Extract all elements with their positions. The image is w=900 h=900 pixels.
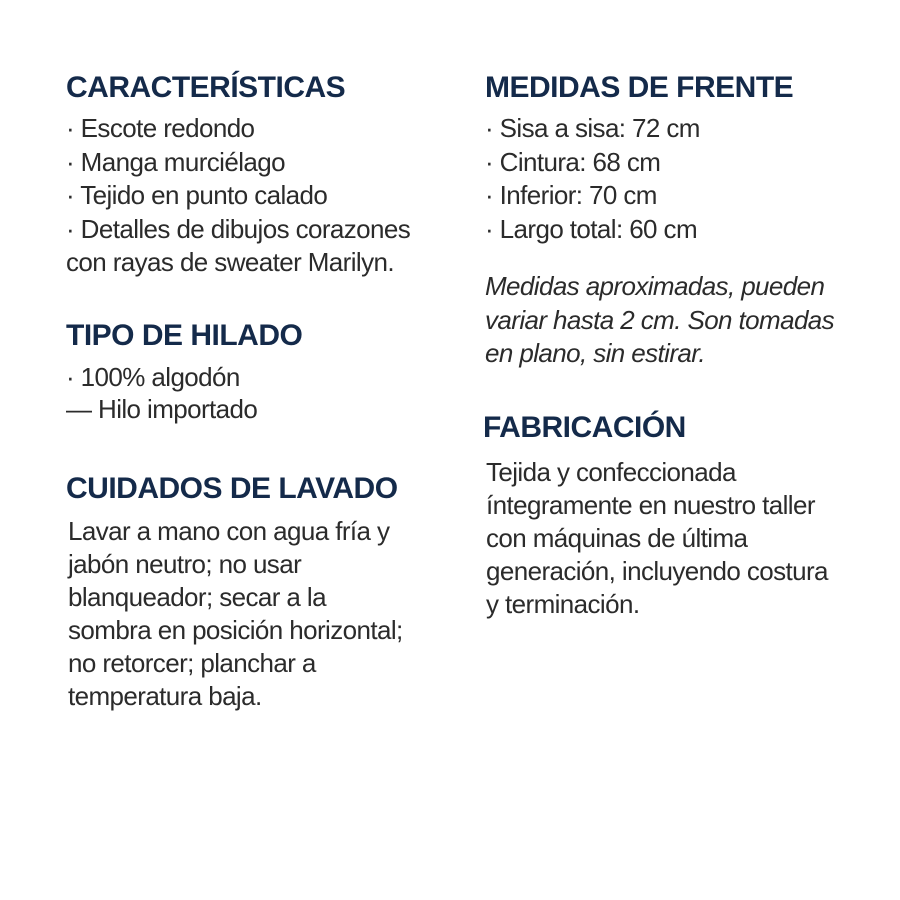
list-item: · Tejido en punto calado <box>66 180 328 210</box>
list-item: · 100% algodón <box>66 362 240 392</box>
tipo-hilado-heading: TIPO DE HILADO <box>66 319 303 352</box>
medidas-list <box>485 112 834 246</box>
note-line: variar hasta 2 cm. Son tomadas <box>485 304 835 335</box>
list-item: — Hilo importado <box>66 394 258 424</box>
paragraph-line: íntegramente en nuestro taller <box>486 490 815 520</box>
paragraph-line: generación, incluyendo costura <box>486 556 828 586</box>
paragraph-line: jabón neutro; no usar <box>68 549 302 579</box>
note-line: en plano, sin estirar. <box>485 338 705 368</box>
caracteristicas-section <box>66 71 410 280</box>
paragraph-line: blanqueador; secar a la <box>68 582 326 612</box>
paragraph-line: Lavar a mano con agua fría y <box>68 516 390 546</box>
list-item: · Cintura: 68 cm <box>485 146 661 177</box>
medidas-note <box>485 270 834 371</box>
fabricacion-section <box>483 411 828 621</box>
tipo-hilado-list <box>66 361 302 425</box>
cuidados-heading: CUIDADOS DE LAVADO <box>66 472 398 505</box>
paragraph-line: Tejida y confeccionada <box>486 457 736 487</box>
caracteristicas-list <box>66 112 410 280</box>
medidas-section <box>485 71 834 371</box>
caracteristicas-heading: CARACTERÍSTICAS <box>66 71 346 104</box>
paragraph-line: temperatura baja. <box>68 681 262 711</box>
fabricacion-heading: FABRICACIÓN <box>483 411 686 444</box>
list-item: · Manga murciélago <box>66 146 285 177</box>
note-line: Medidas aproximadas, pueden <box>485 271 825 301</box>
paragraph-line: sombra en posición horizontal; <box>68 615 403 645</box>
paragraph-line: no retorcer; planchar a <box>68 648 316 678</box>
list-item: · Detalles de dibujos corazones <box>66 213 411 244</box>
paragraph-line: con máquinas de última <box>486 523 748 553</box>
list-item: · Inferior: 70 cm <box>485 180 657 210</box>
list-item-continuation: con rayas de sweater Marilyn. <box>66 247 394 277</box>
list-item: · Escote redondo <box>66 113 255 143</box>
list-item: · Largo total: 60 cm <box>485 213 697 244</box>
cuidados-section <box>66 472 403 713</box>
tipo-hilado-section <box>66 319 302 425</box>
list-item: · Sisa a sisa: 72 cm <box>485 113 700 143</box>
fabricacion-text <box>483 456 828 621</box>
cuidados-text <box>66 515 403 713</box>
medidas-heading: MEDIDAS DE FRENTE <box>485 71 794 104</box>
paragraph-line: y terminación. <box>486 589 640 619</box>
